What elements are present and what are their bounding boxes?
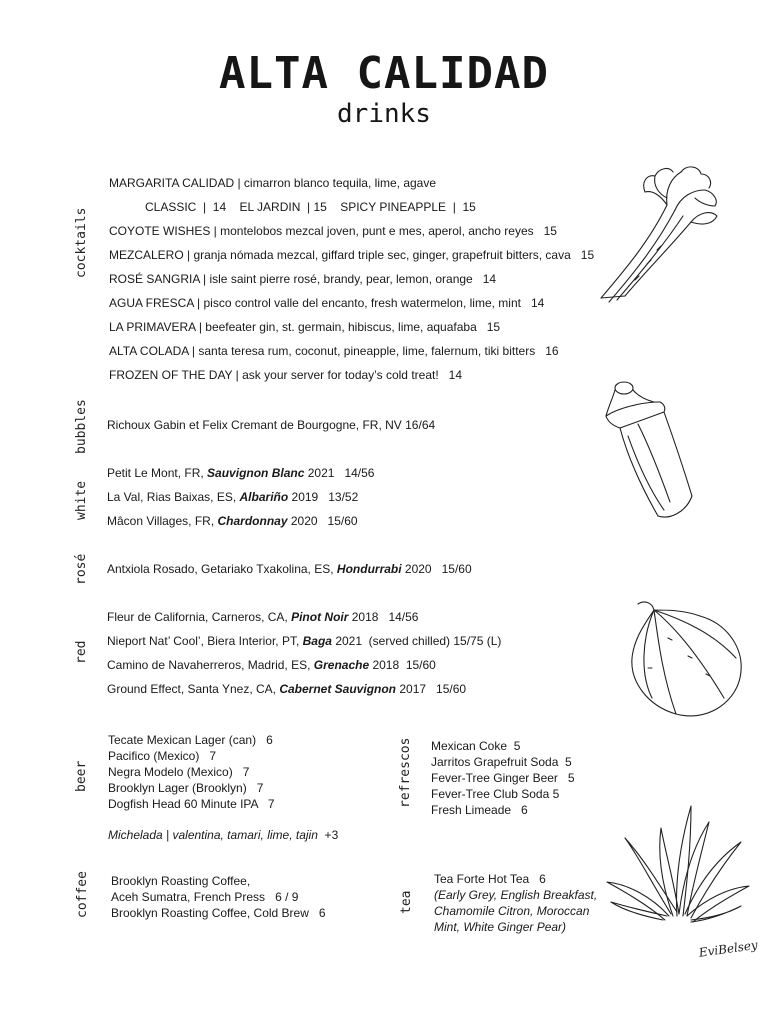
tomatillo-icon (628, 598, 746, 720)
beer-item: Brooklyn Lager (Brooklyn) 7 (108, 781, 264, 795)
menu-subtitle: drinks (337, 99, 431, 129)
bubbles-item: Richoux Gabin et Felix Cremant de Bourgogne, FR, NV 16/64 (107, 418, 436, 432)
cocktail-margarita-variants: CLASSIC | 14 EL JARDIN | 15 SPICY PINEAPPLE | 15 (145, 200, 476, 214)
wine-row: Antxiola Rosado, Getariako Txakolina, ES, Hondurrabi 2020 15/60 (107, 562, 472, 576)
cocktail-item: AGUA FRESCA | pisco control valle del encanto, fresh watermelon, lime, mint 14 (109, 296, 545, 310)
cocktail-item: MEZCALERO | granja nómada mezcal, giffard triple sec, ginger, grapefruit bitters, cava 15 (109, 248, 595, 262)
refresco-item: Fresh Limeade 6 (431, 803, 528, 817)
refresco-item: Mexican Coke 5 (431, 739, 521, 753)
section-label-beer: beer (74, 760, 89, 792)
tea-variety: Chamomile Citron, Moroccan (434, 904, 590, 918)
beer-list (108, 732, 275, 812)
section-label-cocktails: cocktails (74, 207, 89, 278)
wine-row: Petit Le Mont, FR, Sauvignon Blanc 2021 14/56 (107, 466, 375, 480)
cocktail-item: FROZEN OF THE DAY | ask your server for today’s cold treat! 14 (109, 368, 463, 382)
grape-name: Hondurrabi (336, 562, 402, 576)
grape-name: Baga (302, 634, 332, 648)
section-label-rose: rosé (74, 553, 89, 585)
tea-item: Tea Forte Hot Tea 6 (434, 872, 546, 886)
refresco-item: Fever-Tree Ginger Beer 5 (431, 771, 575, 785)
grape-name: Sauvignon Blanc (207, 466, 305, 480)
cocktail-item: COYOTE WISHES | montelobos mezcal joven, punt e mes, aperol, ancho reyes 15 (109, 224, 557, 238)
wine-row: Mâcon Villages, FR, Chardonnay 2020 15/60 (107, 514, 358, 528)
beer-item: Tecate Mexican Lager (can) 6 (108, 733, 273, 747)
section-label-refrescos: refrescos (398, 737, 413, 808)
grape-name: Pinot Noir (291, 610, 349, 624)
cocktail-item: ALTA COLADA | santa teresa rum, coconut, pineapple, lime, falernum, tiki bitters 16 (109, 344, 559, 358)
cocktail-item: LA PRIMAVERA | beefeater gin, st. germain, hibiscus, lime, aquafaba 15 (109, 320, 501, 334)
section-label-bubbles: bubbles (74, 399, 89, 454)
wine-row: Fleur de California, Carneros, CA, Pinot Noir 2018 14/56 (107, 610, 419, 624)
grape-name: Grenache (313, 658, 370, 672)
coffee-item: Brooklyn Roasting Coffee, Cold Brew 6 (111, 906, 326, 920)
wine-row: Nieport Nat’ Cool’, Biera Interior, PT, Baga 2021 (served chilled) 15/75 (L) (107, 634, 502, 648)
refrescos-list (431, 738, 575, 818)
menu-title: ALTA CALIDAD (219, 48, 549, 99)
section-label-red: red (74, 640, 89, 664)
beer-item: Pacifico (Mexico) 7 (108, 749, 217, 763)
tea-variety: (Early Grey, English Breakfast, (434, 888, 598, 902)
agave-icon (603, 798, 753, 928)
coffee-item: Aceh Sumatra, French Press 6 / 9 (111, 890, 299, 904)
cocktail-margarita: MARGARITA CALIDAD | cimarron blanco tequila, lime, agave (109, 176, 437, 190)
coffee-list (111, 873, 326, 921)
wine-row: Ground Effect, Santa Ynez, CA, Cabernet Sauvignon 2017 15/60 (107, 682, 467, 696)
tea-list (434, 871, 597, 935)
celery-icon (595, 160, 725, 310)
wine-row: La Val, Rias Baixas, ES, Albariño 2019 13/52 (107, 490, 359, 504)
section-label-tea: tea (399, 890, 414, 914)
refresco-item: Jarritos Grapefruit Soda 5 (431, 755, 572, 769)
tea-variety: Mint, White Ginger Pear) (434, 920, 567, 934)
coffee-item: Brooklyn Roasting Coffee, (111, 874, 251, 888)
cocktail-shaker-icon (598, 378, 698, 523)
grape-name: Cabernet Sauvignon (279, 682, 397, 696)
grape-name: Albariño (239, 490, 289, 504)
grape-name: Chardonnay (217, 514, 288, 528)
cocktail-item: ROSÉ SANGRIA | isle saint pierre rosé, brandy, pear, lemon, orange 14 (109, 272, 497, 286)
beer-item: Negra Modelo (Mexico) 7 (108, 765, 250, 779)
wine-row: Camino de Navaherreros, Madrid, ES, Grenache 2018 15/60 (107, 658, 436, 672)
refresco-item: Fever-Tree Club Soda 5 (431, 787, 560, 801)
michelada-item: Michelada | valentina, tamari, lime, tajin +3 (108, 828, 339, 842)
section-label-coffee: coffee (75, 871, 90, 918)
artist-signature: EviBelsey (698, 937, 759, 960)
beer-item: Dogfish Head 60 Minute IPA 7 (108, 797, 275, 811)
section-label-white: white (74, 480, 89, 520)
